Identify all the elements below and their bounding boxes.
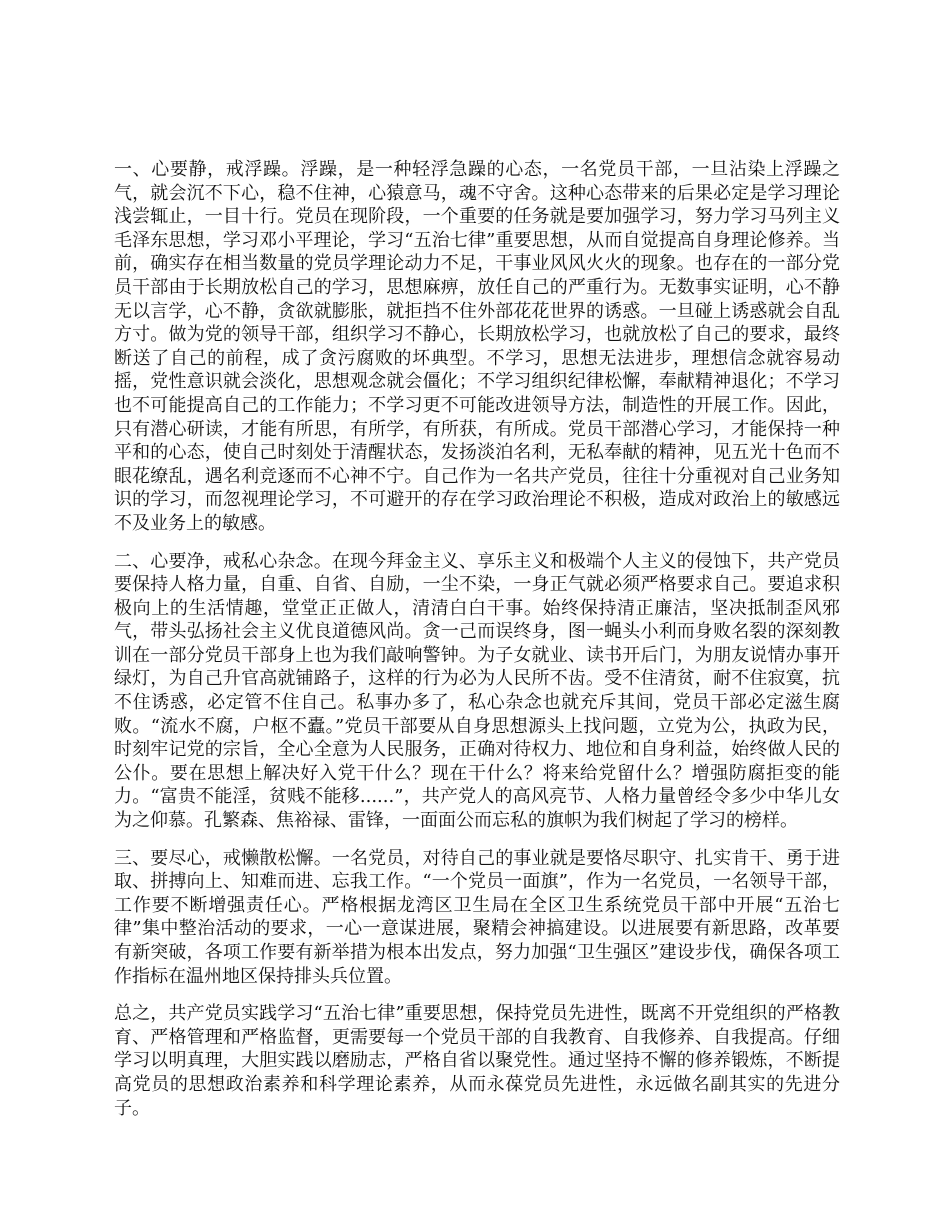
paragraph-jing-xin-purity: 二、心要净，戒私心杂念。在现今拜金主义、享乐主义和极端个人主义的侵蚀下，共产党员要保持人格力量，自重、自省、自励，一尘不染，一身正气就必须严格要求自己。要追求积极向上的生活情趣，堂堂正正做人，清清白白干事。始终保持清正廉洁，坚决抵制歪风邪气，带头弘扬社会主义优良道德风尚。贪一己而误终身，图一蝇头小利而身败名裂的深刻教训在一部分党员干部身上也为我们敲响警钟。为子女就业、读书开后门，为朋友说情办事开绿灯，为自己升官高就铺路子，这样的行为必为人民所不齿。受不住清贫，耐不住寂寞，抗不住诱惑，必定管不住自己。私事办多了，私心杂念也就充斥其间，党员干部必定滋生腐败。“流水不腐，户枢不蠹。”党员干部要从自身思想源头上找问题，立党为公，执政为民，时刻牢记党的宗旨，全心全意为人民服务，正确对待权力、地位和自身利益，始终做人民的公仆。要在思想上解决好入党干什么？现在干什么？将来给党留什么？增强防腐拒变的能力。“富贵不能淫，贫贱不能移......”，共产党人的高风亮节、人格力量曾经令多少中华儿女为之仰慕。孔繁森、焦裕禄、雷锋，一面面公而忘私的旗帜为我们树起了学习的榜样。 bbox=[114, 550, 840, 832]
paragraph-summary: 总之，共产党员实践学习“五治七律”重要思想，保持党员先进性，既离不开党组织的严格教育、严格管理和严格监督，更需要每一个党员干部的自我教育、自我修养、自我提高。仔细学习以明真理，大胆实践以磨励志，严格自省以聚党性。通过坚持不懈的修养锻炼，不断提高党员的思想政治素养和科学理论素养，从而永葆党员先进性，永远做名副其实的先进分子。 bbox=[114, 1003, 840, 1119]
paragraph-jing-xin: 一、心要静，戒浮躁。浮躁，是一种轻浮急躁的心态，一名党员干部，一旦沾染上浮躁之气，就会沉不下心，稳不住神，心猿意马，魂不守舍。这种心态带来的后果必定是学习理论浅尝辄止，一目十行。党员在现阶段，一个重要的任务就是要加强学习，努力学习马列主义毛泽东思想，学习邓小平理论，学习“五治七律”重要思想，从而自觉提高自身理论修养。当前，确实存在相当数量的党员学理论动力不足，干事业风风火火的现象。也存在的一部分党员干部由于长期放松自己的学习，思想麻痹，放任自己的严重行为。无数事实证明，心不静无以言学，心不静，贪欲就膨胀，就拒挡不住外部花花世界的诱惑。一旦碰上诱惑就会自乱方寸。做为党的领导干部，组织学习不静心，长期放松学习，也就放松了自己的要求，最终断送了自己的前程，成了贪污腐败的坏典型。不学习，思想无法进步，理想信念就容易动摇，党性意识就会淡化，思想观念就会僵化；不学习组织纪律松懈，奉献精神退化；不学习也不可能提高自己的工作能力；不学习更不可能改进领导方法，制造性的开展工作。因此，只有潜心研读，才能有所思，有所学，有所获，有所成。党员干部潜心学习，才能保持一种平和的心态，使自己时刻处于清醒状态，发扬淡泊名利，无私奉献的精神，见五光十色而不眼花缭乱，遇名利竞逐而不心神不宁。自己作为一名共产党员，往往十分重视对自己业务知识的学习，而忽视理论学习，不可避开的存在学习政治理论不积极，造成对政治上的敏感远不及业务上的敏感。 bbox=[114, 159, 840, 534]
document-body bbox=[114, 158, 840, 1120]
paragraph-jin-xin: 三、要尽心，戒懒散松懈。一名党员，对待自己的事业就是要恪尽职守、扎实肯干、勇于进取、拼搏向上、知难而进、忘我工作。“一个党员一面旗”，作为一名党员，一名领导干部，工作要不断增强责任心。严格根据龙湾区卫生局在全区卫生系统党员干部中开展“五治七律”集中整治活动的要求，一心一意谋进展，聚精会神搞建设。以进展要有新思路，改革要有新突破，各项工作要有新举措为根本出发点，努力加强“卫生强区”建设步伐，确保各项工作指标在温州地区保持排头兵位置。 bbox=[114, 847, 840, 987]
